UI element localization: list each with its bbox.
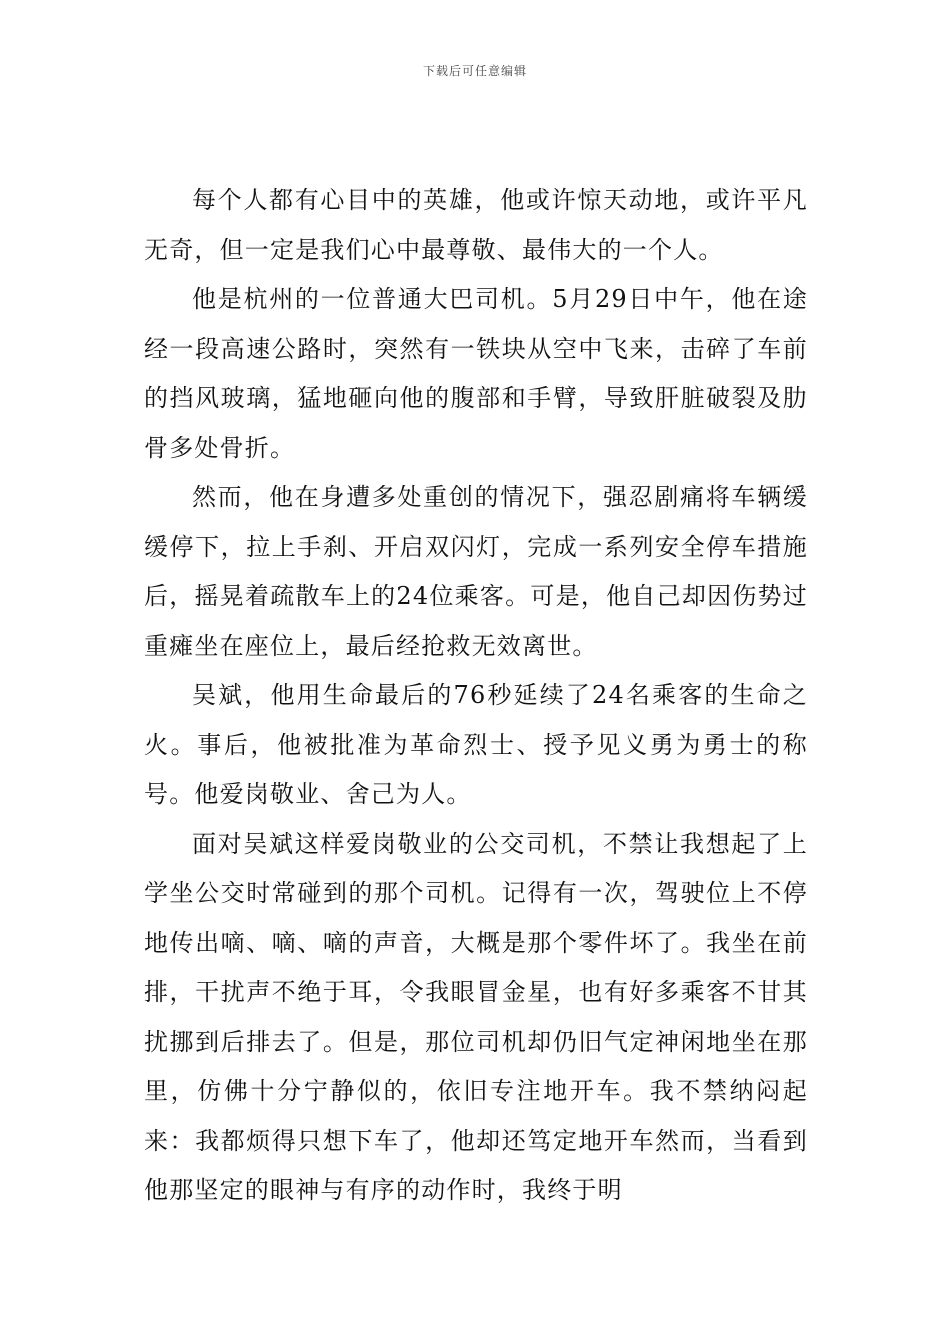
document-body [144, 176, 808, 1216]
paragraph-5: 面对吴斌这样爱岗敬业的公交司机，不禁让我想起了上学坐公交时常碰到的那个司机。记得有一次，驾驶位上不停地传出嘀、嘀、嘀的声音，大概是那个零件坏了。我坐在前排，干扰声不绝于耳，令我眼冒金星，也有好多乘客不甘其扰挪到后排去了。但是，那位司机却仍旧气定神闲地坐在那里，仿佛十分宁静似的，依旧专注地开车。我不禁纳闷起来：我都烦得只想下车了，他却还笃定地开车然而，当看到他那坚定的眼神与有序的动作时，我终于明 [144, 829, 808, 1204]
page-header-note: 下载后可任意编辑 [422, 64, 527, 78]
paragraph-1: 每个人都有心目中的英雄，他或许惊天动地，或许平凡无奇，但一定是我们心中最尊敬、最伟大的一个人。 [144, 186, 808, 264]
paragraph-4: 吴斌，他用生命最后的76秒延续了24名乘客的生命之火。事后，他被批准为革命烈士、授予见义勇为勇士的称号。他爱岗敬业、舍己为人。 [144, 681, 808, 808]
paragraph-3: 然而，他在身遭多处重创的情况下，强忍剧痛将车辆缓缓停下，拉上手刹、开启双闪灯，完成一系列安全停车措施后，摇晃着疏散车上的24位乘客。可是，他自己却因伤势过重瘫坐在座位上，最后经抢救无效离世。 [144, 483, 808, 660]
paragraph-2: 他是杭州的一位普通大巴司机。5月29日中午，他在途经一段高速公路时，突然有一铁块从空中飞来，击碎了车前的挡风玻璃，猛地砸向他的腹部和手臂，导致肝脏破裂及肋骨多处骨折。 [144, 285, 808, 462]
